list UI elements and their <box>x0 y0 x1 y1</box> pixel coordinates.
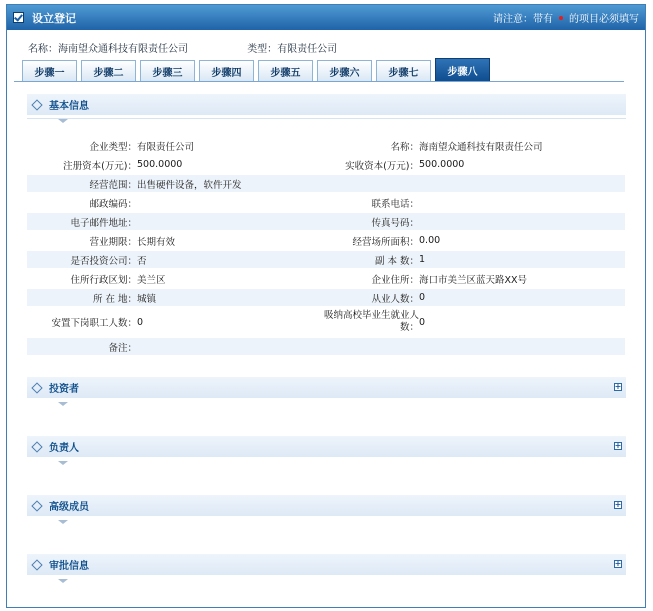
remark-label: 备注： <box>27 338 137 355</box>
area-label: 经营场所面积： <box>352 236 419 248</box>
table-row <box>27 156 625 173</box>
laid-off-label: 安置下岗职工人数： <box>51 318 137 329</box>
scope-value: 出售硬件设备，软件开发 <box>137 175 625 192</box>
laid-off-value: 0 <box>137 316 144 328</box>
graduates-label <box>315 308 419 336</box>
email-label: 电子邮件地址： <box>27 213 137 230</box>
caret-down-icon <box>58 579 68 583</box>
term-value: 长期有效 <box>137 236 176 248</box>
employees-label: 从业人数： <box>315 289 419 306</box>
paid-capital-value: 500.0000 <box>419 159 465 170</box>
address-value: 海口市美兰区蓝天路XX号 <box>419 274 528 286</box>
section-header-investors[interactable] <box>27 377 626 398</box>
term-label: 营业期限： <box>89 236 137 248</box>
diamond-icon <box>31 382 42 393</box>
table-row <box>27 232 625 249</box>
section-header-basic-info[interactable] <box>27 94 626 115</box>
section-executives <box>27 495 626 524</box>
graduates-value: 0 <box>419 316 426 328</box>
section-approval <box>27 554 626 583</box>
section-title-approval: 审批信息 <box>49 561 89 572</box>
employees-value: 0 <box>419 289 625 306</box>
enterprise-type-label: 企业类型： <box>89 141 137 153</box>
graduates-label-line-2: 数： <box>399 322 419 333</box>
fax-value <box>419 213 625 230</box>
invest-co-value: 否 <box>137 251 315 268</box>
tab-step-5[interactable]: 步骤五 <box>258 60 313 81</box>
company-type-label: 类型： <box>247 44 278 55</box>
diamond-icon <box>31 500 42 511</box>
section-header-approval[interactable] <box>27 554 626 575</box>
invest-co-label: 是否投资公司： <box>27 251 137 268</box>
copies-label: 副 本 数： <box>315 251 419 268</box>
step-tabs <box>22 57 494 81</box>
tab-divider <box>14 81 624 82</box>
location-value: 城镇 <box>137 289 315 306</box>
basic-info-table <box>27 135 625 357</box>
diamond-icon <box>31 99 42 110</box>
table-row <box>27 270 625 287</box>
required-notice <box>493 10 639 25</box>
enterprise-type-value: 有限责任公司 <box>137 141 195 153</box>
scope-label: 经营范围： <box>27 175 137 192</box>
table-row <box>27 175 625 192</box>
title-bar <box>7 5 645 30</box>
caret-down-icon <box>58 119 68 123</box>
checkbox-icon <box>13 12 24 23</box>
tab-step-6[interactable]: 步骤六 <box>317 60 372 81</box>
table-row <box>27 338 625 355</box>
table-row <box>27 194 625 211</box>
tab-step-1[interactable]: 步骤一 <box>22 60 77 81</box>
company-name-label: 名称： <box>28 44 58 55</box>
tab-step-7[interactable]: 步骤七 <box>376 60 431 81</box>
postcode-value <box>137 194 315 211</box>
fax-label: 传真号码： <box>315 213 419 230</box>
postcode-label: 邮政编码： <box>89 198 137 210</box>
section-title-leaders: 负责人 <box>49 443 79 454</box>
email-value <box>137 213 315 230</box>
caret-down-icon <box>58 520 68 524</box>
location-label: 所 在 地： <box>27 289 137 306</box>
required-notice-suffix: 的项目必须填写 <box>569 14 639 25</box>
address-label: 企业住所： <box>371 274 419 286</box>
district-value: 美兰区 <box>137 274 166 286</box>
section-title-executives: 高级成员 <box>49 502 89 513</box>
section-divider <box>27 118 626 119</box>
table-row <box>27 308 625 336</box>
window-title: 设立登记 <box>32 11 76 25</box>
tab-step-2[interactable]: 步骤二 <box>81 60 136 81</box>
name-label: 名称： <box>390 141 419 153</box>
caret-down-icon <box>58 402 68 406</box>
section-header-executives[interactable] <box>27 495 626 516</box>
tab-step-8[interactable]: 步骤八 <box>435 58 490 81</box>
required-dot-icon <box>559 16 563 20</box>
section-investors <box>27 377 626 406</box>
expand-icon[interactable]: + <box>614 382 622 391</box>
area-value: 0.00 <box>419 235 441 246</box>
tab-step-4[interactable]: 步骤四 <box>199 60 254 81</box>
section-header-leaders[interactable] <box>27 436 626 457</box>
required-notice-prefix: 请注意：带有 <box>493 14 553 25</box>
table-row <box>27 289 625 306</box>
reg-capital-value: 500.0000 <box>137 159 183 170</box>
phone-label: 联系电话： <box>371 198 419 210</box>
phone-value <box>419 194 625 211</box>
company-name-value: 海南望众通科技有限责任公司 <box>58 44 188 55</box>
table-row <box>27 213 625 230</box>
expand-icon[interactable]: + <box>614 500 622 509</box>
name-value: 海南望众通科技有限责任公司 <box>419 141 543 153</box>
company-summary <box>28 40 337 55</box>
table-row <box>27 251 625 268</box>
district-label: 住所行政区划： <box>70 274 137 286</box>
company-type-value: 有限责任公司 <box>277 44 338 55</box>
diamond-icon <box>31 559 42 570</box>
expand-icon[interactable]: + <box>614 559 622 568</box>
copies-value: 1 <box>419 251 625 268</box>
section-title-investors: 投资者 <box>49 384 79 395</box>
section-leaders <box>27 436 626 465</box>
expand-icon[interactable]: + <box>614 441 622 450</box>
diamond-icon <box>31 441 42 452</box>
tab-step-3[interactable]: 步骤三 <box>140 60 195 81</box>
caret-down-icon <box>58 461 68 465</box>
graduates-label-line-1: 吸纳高校毕业生就业人 <box>323 310 419 321</box>
remark-value <box>137 338 625 355</box>
paid-capital-label: 实收资本(万元)： <box>345 160 419 172</box>
reg-capital-label: 注册资本(万元)： <box>63 160 137 172</box>
table-row <box>27 137 625 154</box>
section-title-basic-info: 基本信息 <box>49 101 89 112</box>
